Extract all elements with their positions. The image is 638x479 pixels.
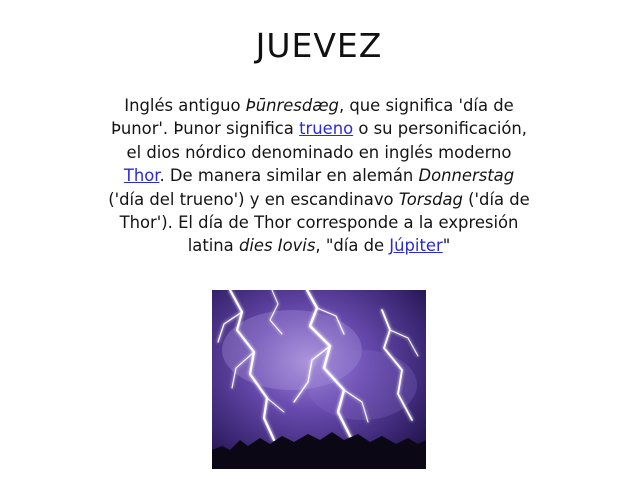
body-line-2 <box>12 117 626 140</box>
old-english-word: Þūnresdæg <box>245 96 339 115</box>
lightning-storm-photo <box>212 290 426 469</box>
body-text: ('día del trueno') y en escandinavo <box>108 189 399 209</box>
body-text: , "día de <box>315 236 390 256</box>
scandinavian-word: Torsdag <box>398 189 463 209</box>
link-trueno[interactable]: trueno <box>299 119 354 139</box>
body-text: el dios nórdico denominado en inglés moderno <box>126 142 512 162</box>
body-text: o su personificación, <box>353 119 528 139</box>
body-text: ('día de <box>462 189 530 209</box>
body-text: , que significa 'día de <box>338 96 514 115</box>
german-word: Donnerstag <box>418 166 515 186</box>
body-text: Inglés antiguo <box>124 96 246 115</box>
lightning-icon <box>212 290 426 469</box>
body-line-4 <box>12 164 626 187</box>
link-jupiter[interactable]: Júpiter <box>389 236 443 256</box>
slide-body <box>12 94 626 258</box>
link-thor[interactable]: Thor <box>123 166 160 186</box>
body-line-5 <box>12 188 626 211</box>
body-text: Thor'). El día de Thor corresponde a la expresión <box>119 213 519 233</box>
body-text: Þunor'. Þunor significa <box>110 119 300 139</box>
body-text: latina <box>187 236 239 256</box>
latin-phrase: dies Iovis <box>238 236 316 256</box>
body-line-1 <box>12 94 626 117</box>
slide-title: JUEVEZ <box>255 26 383 65</box>
body-text: " <box>442 236 451 256</box>
body-line-6 <box>12 211 626 234</box>
body-text: . De manera similar en alemán <box>159 166 419 186</box>
body-line-7 <box>12 234 626 257</box>
body-line-3 <box>12 141 626 164</box>
